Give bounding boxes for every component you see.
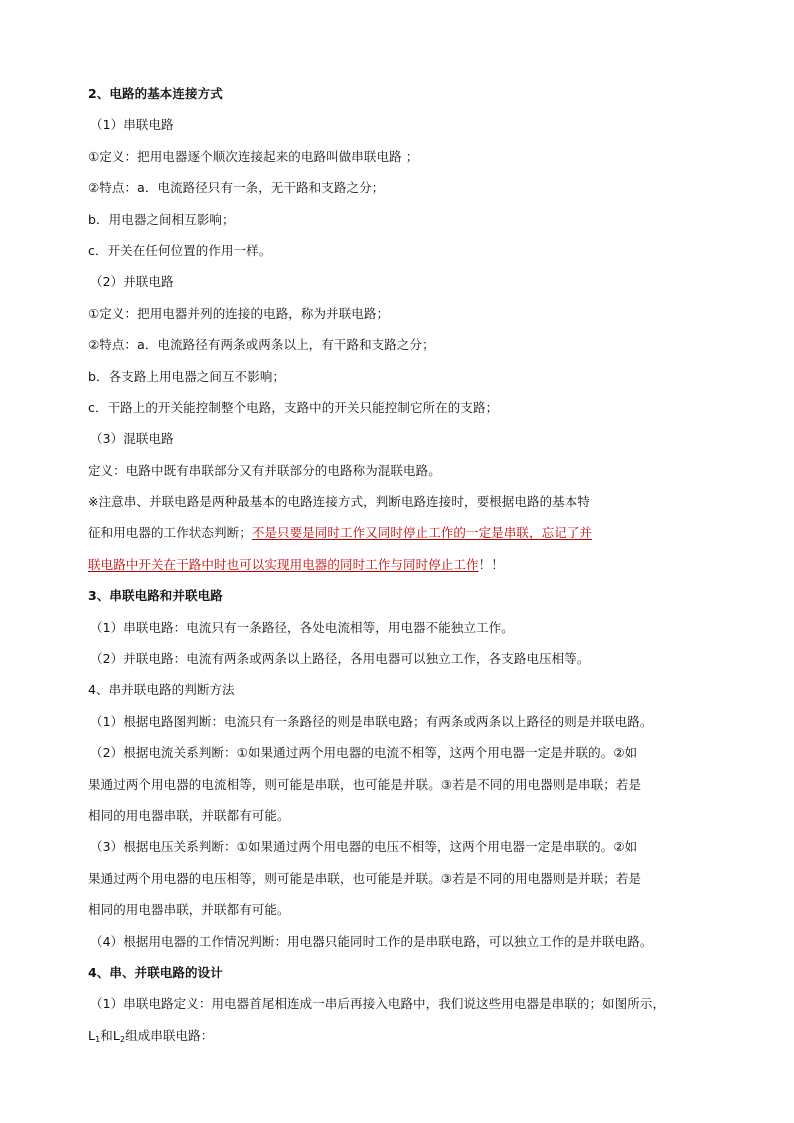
subheading-mixed: （3）混联电路 xyxy=(90,431,174,447)
paragraph: 相同的用电器串联，并联都有可能。 xyxy=(88,807,290,823)
paragraph xyxy=(88,1020,728,1051)
paragraph: （2）根据电流关系判断：①如果通过两个用电器的电流不相等，这两个用电器一定是并联的。②如 xyxy=(90,745,638,761)
paragraph: ①定义：把用电器逐个顺次连接起来的电路叫做串联电路 ； xyxy=(88,148,419,164)
paragraph: ②特点：a．电流路径有两条或两条以上，有干路和支路之分； xyxy=(88,337,435,353)
paragraph: （3）根据电压关系判断：①如果通过两个用电器的电压不相等，这两个用电器一定是串联的。②如 xyxy=(90,839,638,855)
paragraph: 果通过两个用电器的电压相等，则可能是串联，也可能是并联。③若是不同的用电器则是并联；若是 xyxy=(88,870,642,886)
paragraph: 定义：电路中既有串联部分又有并联部分的电路称为混联电路。 xyxy=(88,462,441,478)
note-paragraph xyxy=(88,517,728,548)
subheading-series: （1）串联电路 xyxy=(90,117,174,133)
paragraph: b．各支路上用电器之间互不影响； xyxy=(88,368,286,384)
subheading-parallel: （2）并联电路 xyxy=(90,274,174,290)
paragraph: 相同的用电器串联，并联都有可能。 xyxy=(88,902,290,918)
paragraph: ②特点：a．电流路径只有一条，无干路和支路之分； xyxy=(88,180,385,196)
emphasis-text: 联电路中开关在干路中时也可以实现用电器的同时工作与同时停止工作 xyxy=(88,556,479,572)
symbol-l: L xyxy=(88,1027,96,1043)
paragraph: （1）串联电路定义：用电器首尾相连成一串后再接入电路中，我们说这些用电器是串联的；如图所示， xyxy=(90,996,666,1012)
paragraph: c．开关在任何位置的作用一样。 xyxy=(88,242,272,258)
paragraph: （4）根据用电器的工作情况判断：用电器只能同时工作的是串联电路，可以独立工作的是并联电路。 xyxy=(90,933,653,949)
paragraph: b．用电器之间相互影响； xyxy=(88,211,235,227)
symbol-l: 和L xyxy=(100,1027,120,1043)
section-heading: 4、串并联电路的判断方法 xyxy=(88,682,235,698)
paragraph: c．干路上的开关能控制整个电路，支路中的开关只能控制它所在的支路； xyxy=(88,399,499,415)
section-heading: 3、串联电路和并联电路 xyxy=(88,588,223,604)
section-heading: 4、串、并联电路的设计 xyxy=(88,964,223,980)
paragraph: 果通过两个用电器的电流相等，则可能是串联，也可能是并联。③若是不同的用电器则是串联；若是 xyxy=(88,776,642,792)
note-paragraph xyxy=(88,549,728,580)
subscript: 2 xyxy=(119,1034,126,1044)
subscript: 1 xyxy=(95,1034,101,1044)
paragraph: （1）串联电路：电流只有一条路径，各处电流相等，用电器不能独立工作。 xyxy=(90,619,514,635)
document-page xyxy=(88,78,728,1051)
paragraph: （1）根据电路图判断：电流只有一条路径的则是串联电路；有两条或两条以上路径的则是并联电路。 xyxy=(90,713,653,729)
note-text: ！！ xyxy=(478,556,504,572)
note-text: 征和用电器的工作状态判断； xyxy=(88,525,252,541)
section-heading: 2、电路的基本连接方式 xyxy=(88,86,223,101)
emphasis-text: 不是只要是同时工作又同时停止工作的一定是串联，忘记了并 xyxy=(251,525,593,541)
paragraph: ①定义：把用电器并列的连接的电路，称为并联电路； xyxy=(88,305,390,321)
note-paragraph: ※注意串、并联电路是两种最基本的电路连接方式，判断电路连接时，要根据电路的基本特 xyxy=(88,494,590,510)
paragraph-text: 组成串联电路： xyxy=(125,1027,214,1043)
paragraph: （2）并联电路：电流有两条或两条以上路径，各用电器可以独立工作，各支路电压相等。 xyxy=(90,651,590,667)
